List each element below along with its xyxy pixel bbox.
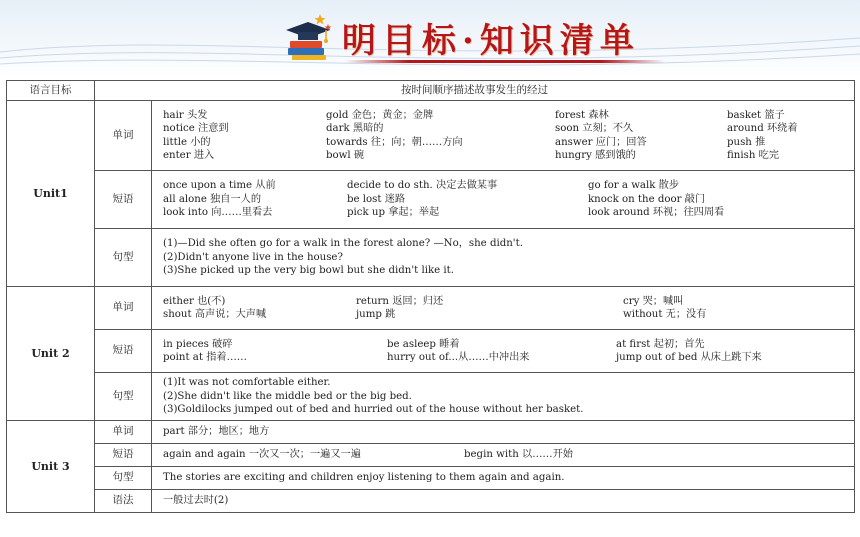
vocabulary-cell xyxy=(152,101,855,171)
list-item: shout 高声说；大声喊 xyxy=(163,309,267,320)
sentence-cell xyxy=(152,373,855,421)
list-item: hurry out of...从……中冲出来 xyxy=(387,352,530,363)
list-item: soon 立刻；不久 xyxy=(555,123,634,135)
list-item: push 推 xyxy=(727,136,766,148)
sentence-cell xyxy=(152,229,855,287)
sentence-line: (2)Didn't anyone live in the house? xyxy=(163,251,343,263)
sentence-line: (3)Goldilocks jumped out of bed and hurried out of the house without her basket. xyxy=(163,404,584,416)
list-item: part 部分；地区；地方 xyxy=(163,426,270,438)
list-item: without 无；没有 xyxy=(623,309,707,320)
list-item: point at 指着…… xyxy=(163,352,247,363)
list-item: jump out of bed 从床上跳下来 xyxy=(616,352,762,363)
unit-label: Unit1 xyxy=(7,101,95,287)
sentence-line: (1)It was not comfortable either. xyxy=(163,377,331,389)
vocabulary-cell xyxy=(152,421,855,444)
list-item: either 也(不) xyxy=(163,295,226,307)
phrase-cell xyxy=(152,171,855,229)
list-item: once upon a time 从前 xyxy=(163,180,276,192)
vocabulary-cell xyxy=(152,287,855,330)
list-item: go for a walk 散步 xyxy=(588,180,680,192)
list-item: begin with 以……开始 xyxy=(464,449,573,461)
list-item: look around 环视；往四周看 xyxy=(588,207,725,219)
category-label: 语法 xyxy=(95,490,152,513)
table-row xyxy=(7,490,855,513)
table-row xyxy=(7,171,855,229)
list-item: again and again 一次又一次；一遍又一遍 xyxy=(163,449,361,461)
knowledge-table xyxy=(6,80,855,513)
category-label: 句型 xyxy=(95,373,152,421)
list-item: look into 向……里看去 xyxy=(163,207,273,219)
phrase-cell xyxy=(152,330,855,373)
category-label: 句型 xyxy=(95,467,152,490)
grammar-cell xyxy=(152,490,855,513)
list-item: dark 黑暗的 xyxy=(326,123,384,135)
sentence-line: (2)She didn't like the middle bed or the big bed. xyxy=(163,390,412,402)
sentence-line: (1)—Did she often go for a walk in the forest alone? —No，she didn't. xyxy=(163,238,523,250)
category-label: 单词 xyxy=(95,421,152,444)
category-label: 短语 xyxy=(95,171,152,229)
list-item: little 小的 xyxy=(163,136,211,148)
list-item: jump 跳 xyxy=(356,309,396,320)
header-goal-description: 按时间顺序描述故事发生的经过 xyxy=(95,81,855,101)
list-item: hair 头发 xyxy=(163,109,208,121)
list-item: cry 哭；喊叫 xyxy=(623,295,684,307)
sentence-cell xyxy=(152,467,855,490)
list-item: finish 吃完 xyxy=(727,149,780,161)
list-item: at first 起初；首先 xyxy=(616,338,705,350)
list-item: notice 注意到 xyxy=(163,123,229,135)
header-language-goal: 语言目标 xyxy=(7,81,95,101)
table-row xyxy=(7,373,855,421)
table-row xyxy=(7,101,855,171)
list-item: return 返回；归还 xyxy=(356,295,444,307)
table-row xyxy=(7,444,855,467)
list-item: decide to do sth. 决定去做某事 xyxy=(347,180,498,192)
sentence-line: (3)She picked up the very big bowl but she didn't like it. xyxy=(163,265,455,277)
unit-label: Unit 2 xyxy=(7,287,95,421)
category-label: 句型 xyxy=(95,229,152,287)
category-label: 单词 xyxy=(95,101,152,171)
category-label: 短语 xyxy=(95,330,152,373)
list-item: gold 金色；黄金；金牌 xyxy=(326,109,434,121)
list-item: pick up 拿起；举起 xyxy=(347,207,440,219)
table-row xyxy=(7,330,855,373)
table-row xyxy=(7,287,855,330)
list-item: be lost 迷路 xyxy=(347,193,406,205)
sentence-line: The stories are exciting and children enjoy listening to them again and again. xyxy=(163,472,565,484)
list-item: in pieces 破碎 xyxy=(163,338,233,350)
list-item: knock on the door 敲门 xyxy=(588,193,706,205)
category-label: 短语 xyxy=(95,444,152,467)
list-item: bowl 碗 xyxy=(326,149,365,161)
list-item: towards 往；向；朝……方向 xyxy=(326,136,463,148)
list-item: basket 篮子 xyxy=(727,109,785,121)
phrase-cell xyxy=(152,444,855,467)
table-row xyxy=(7,229,855,287)
title-group xyxy=(280,8,640,66)
list-item: enter 进入 xyxy=(163,149,215,161)
page-title: 明目标·知识清单 xyxy=(342,20,640,61)
table-row xyxy=(7,467,855,490)
table-row xyxy=(7,421,855,444)
list-item: answer 应门；回答 xyxy=(555,136,647,148)
list-item: forest 森林 xyxy=(555,109,609,121)
table-header-row xyxy=(7,81,855,101)
unit-label: Unit 3 xyxy=(7,421,95,513)
category-label: 单词 xyxy=(95,287,152,330)
list-item: hungry 感到饿的 xyxy=(555,149,636,161)
title-underline xyxy=(345,60,665,63)
list-item: be asleep 睡着 xyxy=(387,338,460,350)
grammar-line: 一般过去时(2) xyxy=(163,495,229,507)
list-item: around 环绕着 xyxy=(727,123,798,135)
list-item: all alone 独自一人的 xyxy=(163,193,262,205)
graduation-cap-books-icon xyxy=(280,10,334,64)
